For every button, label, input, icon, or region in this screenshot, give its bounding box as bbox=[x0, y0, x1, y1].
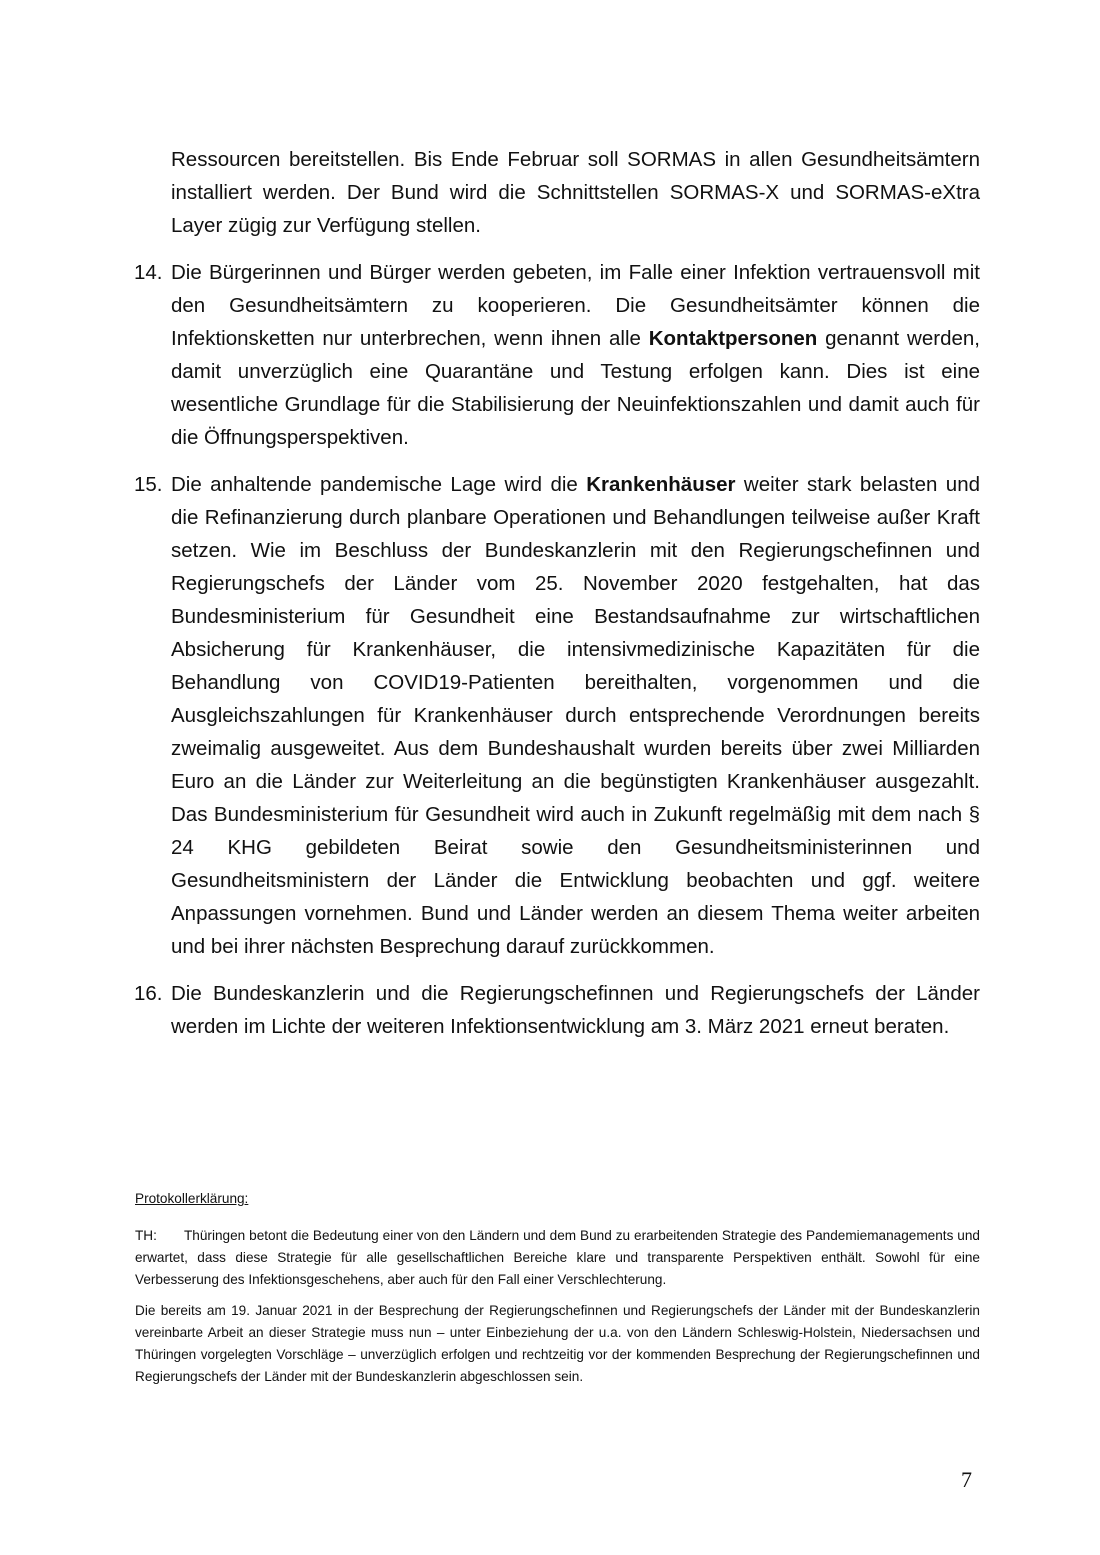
protocol-th-label: TH: bbox=[135, 1228, 157, 1243]
page-number: 7 bbox=[961, 1467, 972, 1492]
item-bold-term: Kontaktpersonen bbox=[648, 327, 818, 350]
item-text: Die Bürgerinnen und Bürger werden gebeten, im Falle einer Infektion vertrauensvoll mit den Gesundheitsämtern zu kooperieren. Die Gesundheitsämter können die Infektionsketten nur unterbrechen, wenn ihnen alle bbox=[171, 261, 980, 350]
item-number: 15. bbox=[134, 473, 163, 496]
item-text: genannt werden, damit unverzüglich eine Quarantäne und Testung erfolgen kann. Dies ist eine wesentliche Grundlage für die Stabilisierung der Neuinfektionszahlen und damit auch für die Öffnungsperspektiven. bbox=[171, 327, 980, 449]
item-number: 14. bbox=[134, 261, 163, 284]
item-text: Die Bundeskanzlerin und die Regierungschefinnen und Regierungschefs der Länder werden im Lichte der weiteren Infektionsentwicklung am 3. März 2021 erneut beraten. bbox=[171, 982, 980, 1038]
continuation-paragraph bbox=[134, 143, 980, 242]
continuation-text: Ressourcen bereitstellen. Bis Ende Februar soll SORMAS in allen Gesundheitsämtern installiert werden. Der Bund wird die Schnittstellen SORMAS-X und SORMAS-eXtra Layer zügig zur Verfügung stellen. bbox=[171, 148, 980, 237]
item-bold-term: Krankenhäuser bbox=[586, 473, 736, 496]
item-number: 16. bbox=[134, 982, 163, 1005]
numbered-item-16 bbox=[134, 977, 980, 1043]
protocol-section bbox=[135, 1188, 980, 1388]
protocol-second-paragraph: Die bereits am 19. Januar 2021 in der Besprechung der Regierungschefinnen und Regierungschefs der Länder mit der Bundeskanzlerin vereinbarte Arbeit an dieser Strategie muss nun – unter Einbeziehung der u.a. von den Ländern Schleswig-Holstein, Niedersachsen und Thüringen vorgelegten Vorschläge – unverzüglich erfolgen und rechtzeitig vor der kommenden Besprechung der Regierungschefinnen und Regierungschefs der Länder mit der Bundeskanzlerin abgeschlossen sein. bbox=[135, 1303, 980, 1384]
numbered-item-14 bbox=[134, 256, 980, 454]
protocol-th-statement bbox=[135, 1225, 980, 1291]
item-text: weiter stark belasten und die Refinanzierung durch planbare Operationen und Behandlungen teilweise außer Kraft setzen. Wie im Beschluss der Bundeskanzlerin mit den Regierungschefinnen und Regierungschefs der Länder vom 25. November 2020 festgehalten, hat das Bundesministerium für Gesundheit eine Bestandsaufnahme zur wirtschaftlichen Absicherung für Krankenhäuser, die intensivmedizinische Kapazitäten für die Behandlung von COVID19-Patienten bereithalten, vorgenommen und die Ausgleichszahlungen für Krankenhäuser durch entsprechende Verordnungen bereits zweimalig ausgeweitet. Aus dem Bundeshaushalt wurden bereits über zwei Milliarden Euro an die Länder zur Weiterleitung an die begünstigten Krankenhäuser ausgezahlt. Das Bundesministerium für Gesundheit wird auch in Zukunft regelmäßig mit dem nach § 24 KHG gebildeten Beirat sowie den Gesundheitsministerinnen und Gesundheitsministern der Länder die Entwicklung beobachten und ggf. weitere Anpassungen vornehmen. Bund und Länder werden an diesem Thema weiter arbeiten und bei ihrer nächsten Besprechung darauf zurückkommen. bbox=[171, 473, 980, 958]
protocol-th-text: Thüringen betont die Bedeutung einer von den Ländern und dem Bund zu erarbeitenden Strategie des Pandemiemanagements und erwartet, dass diese Strategie für alle gesellschaftlichen Bereiche klare und transparente Perspektiven enthält. Sowohl für eine Verbesserung des Infektionsgeschehens, aber auch für den Fall einer Verschlechterung. bbox=[135, 1228, 980, 1287]
main-text bbox=[134, 143, 980, 1057]
protocol-heading: Protokollerklärung: bbox=[135, 1191, 249, 1206]
numbered-item-15 bbox=[134, 468, 980, 963]
item-text: Die anhaltende pandemische Lage wird die bbox=[171, 473, 587, 496]
